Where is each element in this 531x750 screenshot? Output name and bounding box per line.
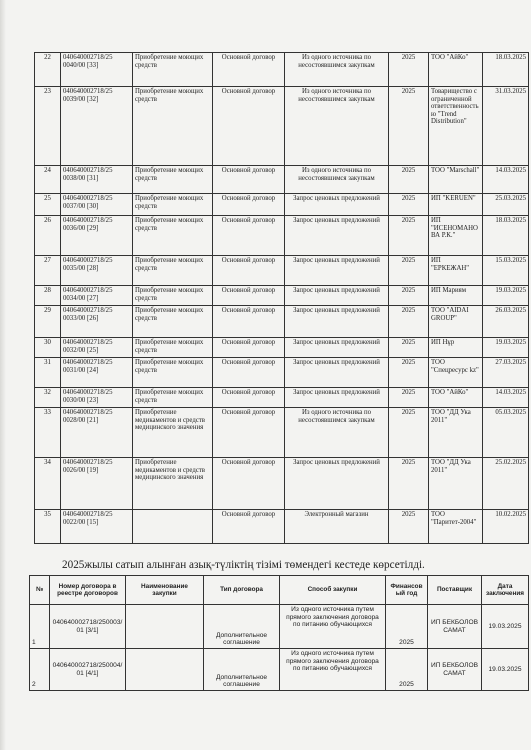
contract-type: Основной договор (213, 358, 285, 388)
purchase-name: Приобретение моющих средств (133, 166, 213, 194)
purchase-method: Из одного источника по несостоявшимся закупкам (285, 166, 389, 194)
purchase-name: Приобретение моющих средств (133, 306, 213, 338)
table-row (35, 408, 529, 458)
table-row (35, 358, 529, 388)
contract-date: 19.03.2025 (482, 649, 529, 691)
contract-number: 040640002718/25 0040/00 [33] (61, 53, 133, 87)
supplier: ТОО "AIDAI GROUP" (429, 306, 483, 338)
table-row (35, 194, 529, 216)
contract-number: 040640002718/25 0039/00 [32] (61, 87, 133, 166)
supplier: ИП Мариям (429, 286, 483, 306)
contract-date: 19.03.2025 (482, 605, 529, 649)
contract-number: 040640002718/25 0034/00 [27] (61, 286, 133, 306)
header-purchase-name: Наименование закупки (126, 576, 204, 605)
contract-date: 26.03.2025 (483, 306, 529, 338)
row-number: 31 (35, 358, 61, 388)
fiscal-year: 2025 (389, 408, 429, 458)
row-number: 22 (35, 53, 61, 87)
contract-number: 040640002718/25 0032/00 [25] (61, 338, 133, 358)
supplier: ИП БЕКБОЛОВ САМАТ (428, 605, 482, 649)
supplier: ТОО "ДД Ука 2011" (429, 408, 483, 458)
fiscal-year: 2025 (389, 358, 429, 388)
fiscal-year: 2025 (389, 510, 429, 544)
contract-number: 040640002718/25 0035/00 [28] (61, 256, 133, 286)
contract-date: 18.03.2025 (483, 216, 529, 256)
fiscal-year: 2025 (386, 649, 428, 691)
contract-type: Основной договор (213, 53, 285, 87)
contract-type: Основной договор (213, 510, 285, 544)
contract-date: 10.02.2025 (483, 510, 529, 544)
table-row (35, 306, 529, 338)
fiscal-year: 2025 (389, 216, 429, 256)
contract-date: 15.03.2025 (483, 256, 529, 286)
fiscal-year: 2025 (389, 458, 429, 510)
contract-date: 05.03.2025 (483, 408, 529, 458)
contract-type: Основной договор (213, 408, 285, 458)
fiscal-year: 2025 (389, 388, 429, 408)
table-row (35, 256, 529, 286)
contract-type: Основной договор (213, 166, 285, 194)
fiscal-year: 2025 (389, 286, 429, 306)
supplier: ИП "ИСЕНОМАНОВА Р.К." (429, 216, 483, 256)
table-header-row (30, 576, 529, 605)
row-number: 26 (35, 216, 61, 256)
supplier: Товарищество с ограниченной ответственностью "Trend Distribution" (429, 87, 483, 166)
contract-number: 040640002718/25 0031/00 [24] (61, 358, 133, 388)
purchase-name (126, 605, 204, 649)
row-number: 24 (35, 166, 61, 194)
header-contract-number: Номер договора в реестре договоров (50, 576, 126, 605)
contract-number: 040640002718/25 0022/00 [15] (61, 510, 133, 544)
row-number: 35 (35, 510, 61, 544)
purchase-method: Запрос ценовых предложений (285, 194, 389, 216)
purchase-name: Приобретение моющих средств (133, 194, 213, 216)
contract-type: Основной договор (213, 216, 285, 256)
supplier: ТОО "Паритет-2004" (429, 510, 483, 544)
row-number: 32 (35, 388, 61, 408)
purchase-name (133, 510, 213, 544)
purchase-method: Из одного источника по несостоявшимся закупкам (285, 87, 389, 166)
contract-date: 18.03.2025 (483, 53, 529, 87)
contract-type: Основной договор (213, 87, 285, 166)
purchase-name: Приобретение моющих средств (133, 358, 213, 388)
contract-number: 040640002718/250003/01 [3/1] (50, 605, 126, 649)
fiscal-year: 2025 (389, 338, 429, 358)
contract-number: 040640002718/25 0028/00 [21] (61, 408, 133, 458)
row-number: 27 (35, 256, 61, 286)
purchase-method: Запрос ценовых предложений (285, 388, 389, 408)
contract-number: 040640002718/25 0030/00 [23] (61, 388, 133, 408)
contract-date: 31.03.2025 (483, 87, 529, 166)
purchase-name: Приобретение моющих средств (133, 53, 213, 87)
contract-type: Дополнительное соглашение (204, 649, 280, 691)
purchase-method: Запрос ценовых предложений (285, 286, 389, 306)
contract-date: 14.03.2025 (483, 388, 529, 408)
contract-date: 27.03.2025 (483, 358, 529, 388)
purchase-method: Запрос ценовых предложений (285, 216, 389, 256)
contract-date: 25.02.2025 (483, 458, 529, 510)
purchase-method: Электронный магазин (285, 510, 389, 544)
section-heading: 2025жылы сатып алынған азық-түліктің тізімі төмендегі кестеде көрсетілді. (62, 559, 425, 571)
table-row (35, 216, 529, 256)
row-number: 33 (35, 408, 61, 458)
table-row (30, 605, 529, 649)
purchase-name: Приобретение моющих средств (133, 388, 213, 408)
fiscal-year: 2025 (389, 194, 429, 216)
supplier: ИП "KERUEN" (429, 194, 483, 216)
purchase-method: Запрос ценовых предложений (285, 256, 389, 286)
row-number: 23 (35, 87, 61, 166)
purchase-method: Запрос ценовых предложений (285, 306, 389, 338)
supplier: ИП БЕКБОЛОВ САМАТ (428, 649, 482, 691)
contract-number: 040640002718/25 0033/00 [26] (61, 306, 133, 338)
fiscal-year: 2025 (389, 256, 429, 286)
row-number: 2 (30, 649, 50, 691)
contract-date: 19.03.2025 (483, 286, 529, 306)
table-row (35, 286, 529, 306)
header-number: № (30, 576, 50, 605)
purchase-name: Приобретение медикаментов и средств медицинского значения (133, 408, 213, 458)
fiscal-year: 2025 (389, 166, 429, 194)
contract-date: 19.03.2025 (483, 338, 529, 358)
purchase-method: Запрос ценовых предложений (285, 458, 389, 510)
contract-number: 040640002718/250004/01 [4/1] (50, 649, 126, 691)
contract-number: 040640002718/25 0038/00 [31] (61, 166, 133, 194)
table-row (30, 649, 529, 691)
contract-number: 040640002718/25 0036/00 [29] (61, 216, 133, 256)
supplier: ИП Нұр (429, 338, 483, 358)
table-row (35, 458, 529, 510)
purchase-name (126, 649, 204, 691)
contract-number: 040640002718/25 0037/00 [30] (61, 194, 133, 216)
fiscal-year: 2025 (386, 605, 428, 649)
header-contract-date: Дата заключения (482, 576, 529, 605)
supplier: ТОО "Спецресурс kz" (429, 358, 483, 388)
row-number: 1 (30, 605, 50, 649)
row-number: 28 (35, 286, 61, 306)
food-contracts-table (29, 575, 529, 691)
fiscal-year: 2025 (389, 306, 429, 338)
table-row (35, 53, 529, 87)
purchase-method: Из одного источника по несостоявшимся закупкам (285, 53, 389, 87)
supplier: ТОО "ДД Ука 2011" (429, 458, 483, 510)
table-row (35, 510, 529, 544)
contract-type: Основной договор (213, 338, 285, 358)
contract-number: 040640002718/25 0026/00 [19] (61, 458, 133, 510)
contract-type: Основной договор (213, 458, 285, 510)
table-row (35, 388, 529, 408)
supplier: ТОО "Marschall" (429, 166, 483, 194)
supplier: ТОО "АйКо" (429, 388, 483, 408)
contract-date: 25.03.2025 (483, 194, 529, 216)
row-number: 29 (35, 306, 61, 338)
row-number: 25 (35, 194, 61, 216)
contract-date: 14.03.2025 (483, 166, 529, 194)
supplier: ТОО "АйКо" (429, 53, 483, 87)
supplier: ИП "ЕРКЕЖАН" (429, 256, 483, 286)
contract-type: Основной договор (213, 194, 285, 216)
row-number: 30 (35, 338, 61, 358)
purchase-method: Из одного источника по несостоявшимся закупкам (285, 408, 389, 458)
header-purchase-method: Способ закупки (280, 576, 386, 605)
purchase-name: Приобретение медикаментов и средств медицинского значения (133, 458, 213, 510)
purchase-method: Из одного источника путем прямого заключения договора по питанию обучающихся (280, 649, 386, 691)
purchase-name: Приобретение моющих средств (133, 87, 213, 166)
contract-type: Основной договор (213, 388, 285, 408)
table-row (35, 166, 529, 194)
contract-type: Основной договор (213, 306, 285, 338)
table-row (35, 87, 529, 166)
purchase-method: Запрос ценовых предложений (285, 338, 389, 358)
header-fiscal-year: Финансовый год (386, 576, 428, 605)
purchase-name: Приобретение моющих средств (133, 256, 213, 286)
purchase-name: Приобретение моющих средств (133, 338, 213, 358)
contract-type: Основной договор (213, 286, 285, 306)
table-row (35, 338, 529, 358)
header-supplier: Поставщик (428, 576, 482, 605)
contract-type: Дополнительное соглашение (204, 605, 280, 649)
contract-type: Основной договор (213, 256, 285, 286)
purchase-name: Приобретение моющих средств (133, 216, 213, 256)
scan-edge (0, 0, 6, 750)
header-contract-type: Тип договора (204, 576, 280, 605)
purchase-name: Приобретение моющих средств (133, 286, 213, 306)
row-number: 34 (35, 458, 61, 510)
fiscal-year: 2025 (389, 53, 429, 87)
purchase-method: Запрос ценовых предложений (285, 358, 389, 388)
contracts-table (34, 52, 529, 544)
purchase-method: Из одного источника путем прямого заключения договора по питанию обучающихся (280, 605, 386, 649)
fiscal-year: 2025 (389, 87, 429, 166)
